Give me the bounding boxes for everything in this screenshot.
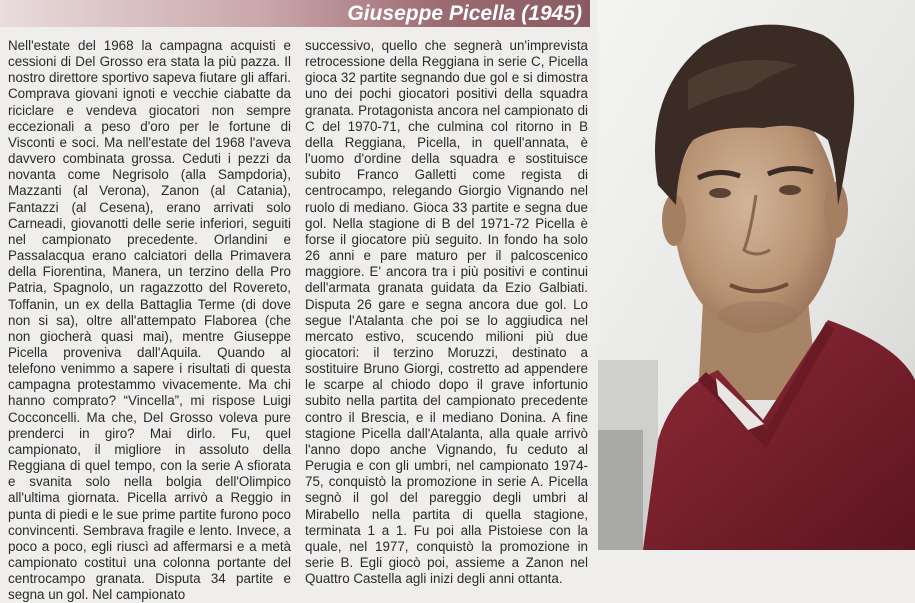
article-column-left: Nell'estate del 1968 la campagna acquisti e cessioni di Del Grosso era stata la più pazza. Il nostro direttore sportivo sapeva fiutare gli affari. Comprava giovani ignoti e vecchie ciabatte da riciclare e vendeva giocatori non sempre eccezionali a peso d'oro per le fortune di Visconti e soci. Ma nell'estate del 1968 l'aveva davvero combinata grossa. Ceduti i pezzi da novanta come Negrisolo (alla Sampdoria), Mazzanti (al Verona), Zanon (al Catania), Fantazzi (al Cesena), erano arrivati solo Carneadi, giovanotti delle serie inferiori, seguiti nel campionato precedente. Orlandini e Passalacqua erano calciatori della Primavera della Fiorentina, Manera, un terzino della Pro Patria, Spagnolo, un ragazzotto del Rovereto, Toffanin, un ex della Battaglia Terme (di dove non si sa), oltre all'attempato Flaborea (che non giocherà quasi mai), mentre Giuseppe Picella proveniva dall'Aquila. Quando al telefono venimmo a sapere i risultati di questa campagna protestammo vivacemente. Ma chi hanno comprato? “Vincella”, mi rispose Luigi Cocconcelli. Ma che, Del Grosso voleva pure prenderci in giro? Mai dirlo. Fu, quel campionato, il migliore in assoluto della Reggiana di quel tempo, con la serie A sfiorata e svanita solo nella bolgia dell'Olimpico all'ultima giornata. Picella arrivò a Reggio in punta di piedi e le sue prime partite furono poco convincenti. Sembrava fragile e lento. Invece, a poco a poco, egli riuscì ad affermarsi e a metà campionato costituì una colonna portante del centrocampo granata. Disputa 34 partite e segna un gol. Nel campionato bbox=[8, 38, 291, 603]
article-column-right: successivo, quello che segnerà un'imprevista retrocessione della Reggiana in serie C, Picella gioca 32 partite segnando due gol e si dimostra uno dei pochi giocatori positivi della squadra granata. Protagonista ancora nel campionato di C del 1970-71, che culmina col ritorno in B della Reggiana, Picella, in quell'annata, è l'uomo d'ordine della squadra e sostituisce subito Franco Galletti come regista di centrocampo, relegando Giorgio Vignando nel ruolo di mediano. Gioca 33 partite e segna due gol. Nella stagione di B del 1971-72 Picella è forse il giocatore più seguito. In fondo ha solo 26 anni e pare maturo per il palcoscenico maggiore. E' ancora tra i più positivi e continui dell'armata granata guidata da Ezio Galbiati. Disputa 26 gare e segna ancora due gol. Lo segue l'Atalanta che poi se lo aggiudica nel mercato estivo, scucendo milioni più due giocatori: il terzino Moruzzi, destinato a sostituire Bruno Giorgi, costretto ad appendere le scarpe al chiodo dopo il grave infortunio subito nella partita del campionato precedente contro il Brescia, e il mediano Donina. A fine stagione Picella dall'Atalanta, alla quale arrivò l'anno dopo anche Vignando, fu ceduto al Perugia e con gli umbri, nel campionato 1974-75, conquistò la promozione in serie A. Picella segnò il gol del pareggio degli umbri al Mirabello nella partita di quella stagione, terminata 1 a 1. Fu poi alla Pistoiese con la quale, nel 1977, conquistò la promozione in serie B. Egli giocò poi, assieme a Zanon nel Quattro Castella agli inizi degli anni ottanta. bbox=[305, 38, 588, 587]
page-title: Giuseppe Picella (1945) bbox=[347, 2, 582, 25]
player-portrait-photo bbox=[598, 0, 915, 550]
header-band bbox=[0, 0, 590, 27]
